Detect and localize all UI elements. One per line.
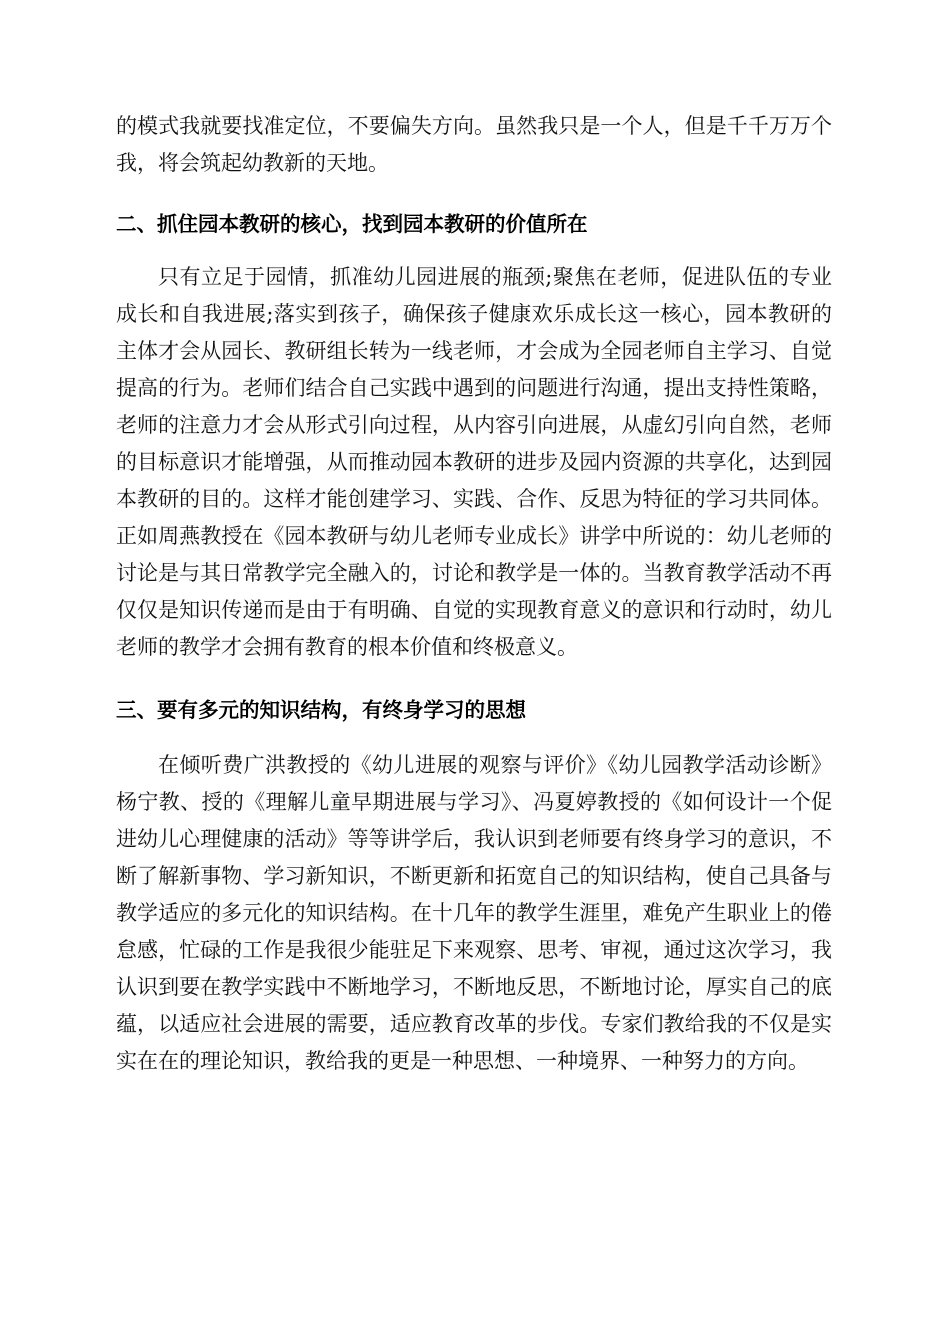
section-heading-3: 三、要有多元的知识结构，有终身学习的思想 (116, 698, 526, 722)
section-2-paragraph: 只有立足于园情，抓准幼儿园进展的瓶颈;聚焦在老师，促进队伍的专业成长和自我进展;落实到孩子，确保孩子健康欢乐成长这一核心，园本教研的主体才会从园长、教研组长转为一线老师，才会成为全园老师自主学习、自觉提高的行为。老师们结合自己实践中遇到的问题进行沟通，提出支持性策略，老师的注意力才会从形式引向过程，从内容引向进展，从虚幻引向自然，老师的目标意识才能增强，从而推动园本教研的进步及园内资源的共享化，达到园本教研的目的。这样才能创建学习、实践、合作、反思为特征的学习共同体。正如周燕教授在《园本教研与幼儿老师专业成长》讲学中所说的：幼儿老师的讨论是与其日常教学完全融入的，讨论和教学是一体的。当教育教学活动不再仅仅是知识传递而是由于有明确、自觉的实现教育意义的意识和行动时，幼儿老师的教学才会拥有教育的根本价值和终极意义。 (116, 265, 832, 659)
continued-paragraph: 的模式我就要找准定位，不要偏失方向。虽然我只是一个人，但是千千万万个我，将会筑起幼教新的天地。 (116, 114, 832, 175)
document-body (116, 108, 832, 1080)
section-heading-2: 二、抓住园本教研的核心，找到园本教研的价值所在 (116, 212, 588, 236)
section-3-paragraph: 在倾听费广洪教授的《幼儿进展的观察与评价》《幼儿园教学活动诊断》杨宁教、授的《理解儿童早期进展与学习》、冯夏婷教授的《如何设计一个促进幼儿心理健康的活动》等等讲学后，我认识到老师要有终身学习的意识，不断了解新事物、学习新知识，不断更新和拓宽自己的知识结构，使自己具备与教学适应的多元化的知识结构。在十几年的教学生涯里，难免产生职业上的倦怠感，忙碌的工作是我很少能驻足下来观察、思考、审视，通过这次学习，我认识到要在教学实践中不断地学习，不断地反思，不断地讨论，厚实自己的底蕴，以适应社会进展的需要，适应教育改革的步伐。专家们教给我的不仅是实实在在的理论知识，教给我的更是一种思想、一种境界、一种努力的方向。 (116, 753, 832, 1073)
